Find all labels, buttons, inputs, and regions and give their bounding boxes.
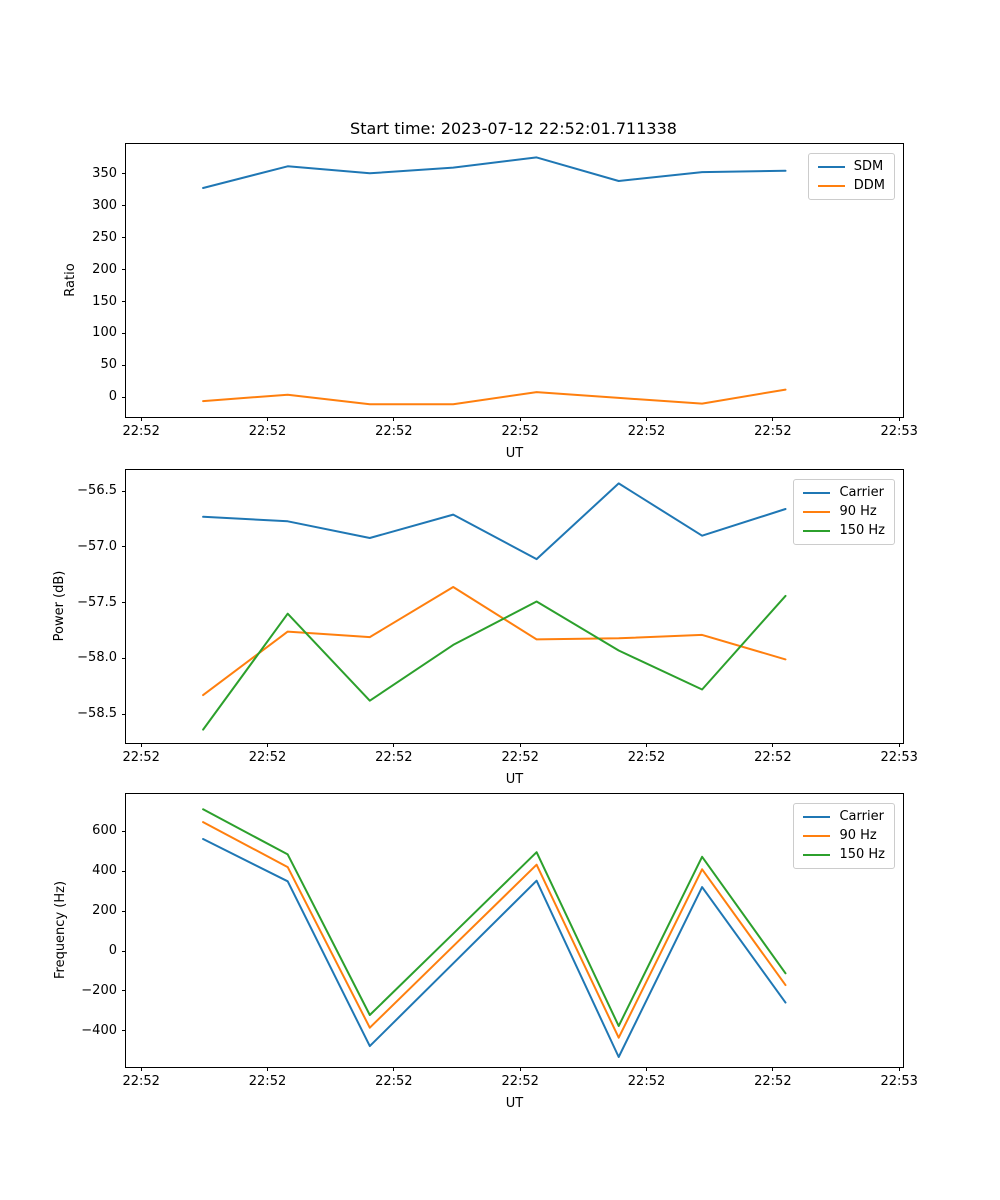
x-tick-mark xyxy=(141,1067,142,1071)
power-axes xyxy=(77,469,918,787)
x-tick-label: 22:52 xyxy=(627,750,666,765)
x-tick-label: 22:52 xyxy=(122,424,160,439)
legend-line-sample xyxy=(803,530,830,532)
x-tick-label: 22:52 xyxy=(754,1074,792,1089)
y-tick-mark xyxy=(122,333,126,334)
x-tick-mark xyxy=(899,417,900,421)
x-tick-label: 22:53 xyxy=(880,750,918,765)
figure-title: Start time: 2023-07-12 22:52:01.711338 xyxy=(350,119,677,138)
y-axis-label: Ratio xyxy=(63,262,78,297)
legend-item xyxy=(818,159,885,175)
y-tick-label: −57.0 xyxy=(77,538,117,554)
x-tick-mark xyxy=(520,1067,521,1071)
series-line-150-hz xyxy=(203,809,785,1026)
legend-item xyxy=(803,809,885,825)
y-tick-mark xyxy=(122,911,126,912)
y-tick-mark xyxy=(122,301,126,302)
x-tick-mark xyxy=(899,743,900,747)
x-tick-label: 22:52 xyxy=(122,1074,160,1089)
series-line-ddm xyxy=(203,390,785,405)
frequency-axes xyxy=(81,793,918,1111)
y-tick-label: 100 xyxy=(92,325,117,341)
x-tick-label: 22:52 xyxy=(627,424,666,439)
frequency-plot-canvas xyxy=(126,794,903,1067)
x-axis-label: UT xyxy=(505,446,524,461)
legend-item-label: DDM xyxy=(853,178,885,193)
legend-item-label: 150 Hz xyxy=(839,847,885,862)
legend xyxy=(808,153,895,200)
x-tick-mark xyxy=(646,1067,647,1071)
legend-line-sample xyxy=(803,816,830,818)
legend-item-label: 90 Hz xyxy=(839,504,877,519)
series-line-carrier xyxy=(203,483,785,559)
x-tick-mark xyxy=(772,1067,773,1071)
x-tick-label: 22:52 xyxy=(501,424,539,439)
y-tick-label: 350 xyxy=(92,165,117,181)
x-tick-mark xyxy=(772,743,773,747)
x-tick-mark xyxy=(267,417,268,421)
y-tick-mark xyxy=(122,1030,126,1031)
legend-item xyxy=(803,828,885,844)
x-tick-mark xyxy=(520,743,521,747)
y-tick-label: −57.5 xyxy=(77,594,117,610)
y-tick-label: −58.0 xyxy=(77,650,117,666)
y-tick-mark xyxy=(122,951,126,952)
y-tick-label: 0 xyxy=(108,943,117,959)
legend-line-sample xyxy=(803,854,830,856)
y-tick-label: 200 xyxy=(92,903,117,919)
y-tick-label: −200 xyxy=(81,982,117,998)
x-tick-mark xyxy=(267,743,268,747)
x-tick-label: 22:52 xyxy=(754,750,792,765)
x-tick-mark xyxy=(393,743,394,747)
x-tick-label: 22:52 xyxy=(248,750,287,765)
legend-line-sample xyxy=(818,185,845,187)
y-tick-label: 600 xyxy=(92,823,117,839)
x-tick-label: 22:52 xyxy=(501,1074,539,1089)
x-tick-mark xyxy=(393,417,394,421)
legend-item xyxy=(803,523,885,539)
series-line-90-hz xyxy=(203,822,785,1038)
legend-item-label: 90 Hz xyxy=(839,828,877,843)
x-tick-label: 22:52 xyxy=(248,424,287,439)
legend-item-label: Carrier xyxy=(839,485,884,500)
x-tick-label: 22:52 xyxy=(754,424,792,439)
legend-line-sample xyxy=(818,166,845,168)
x-axis-label: UT xyxy=(505,1096,524,1111)
x-tick-mark xyxy=(141,743,142,747)
x-tick-mark xyxy=(520,417,521,421)
y-tick-label: 400 xyxy=(92,863,117,879)
ratio-plot-canvas xyxy=(126,144,903,417)
x-tick-mark xyxy=(772,417,773,421)
x-tick-label: 22:52 xyxy=(248,1074,287,1089)
legend-line-sample xyxy=(803,511,830,513)
legend-item xyxy=(803,504,885,520)
y-tick-mark xyxy=(122,365,126,366)
legend-item xyxy=(803,847,885,863)
y-tick-mark xyxy=(122,237,126,238)
y-tick-label: 50 xyxy=(100,357,117,373)
y-tick-mark xyxy=(122,714,126,715)
y-tick-label: 150 xyxy=(92,293,117,309)
legend-item xyxy=(818,178,885,194)
x-tick-mark xyxy=(899,1067,900,1071)
y-tick-label: −400 xyxy=(81,1022,117,1038)
x-tick-label: 22:52 xyxy=(375,1074,413,1089)
legend-line-sample xyxy=(803,492,830,494)
legend-item xyxy=(803,485,885,501)
legend xyxy=(793,803,895,869)
x-tick-mark xyxy=(267,1067,268,1071)
y-tick-mark xyxy=(122,173,126,174)
y-tick-mark xyxy=(122,871,126,872)
y-tick-label: −58.5 xyxy=(77,706,117,722)
y-tick-mark xyxy=(122,831,126,832)
y-tick-label: 0 xyxy=(108,389,117,405)
y-tick-mark xyxy=(122,269,126,270)
ratio-axes xyxy=(92,143,918,461)
x-axis-label: UT xyxy=(505,772,524,787)
x-tick-label: 22:52 xyxy=(627,1074,666,1089)
y-tick-label: 300 xyxy=(92,197,117,213)
y-axis-label: Frequency (Hz) xyxy=(53,880,68,979)
legend-item-label: Carrier xyxy=(839,809,884,824)
y-tick-label: −56.5 xyxy=(77,483,117,499)
series-line-150-hz xyxy=(203,596,785,730)
legend xyxy=(793,479,895,545)
legend-item-label: SDM xyxy=(853,159,884,174)
x-tick-label: 22:53 xyxy=(880,424,918,439)
x-tick-label: 22:52 xyxy=(501,750,539,765)
y-axis-label: Power (dB) xyxy=(52,570,67,641)
y-tick-mark xyxy=(122,546,126,547)
y-tick-mark xyxy=(122,491,126,492)
x-tick-label: 22:52 xyxy=(122,750,160,765)
x-tick-label: 22:52 xyxy=(375,750,413,765)
legend-line-sample xyxy=(803,835,830,837)
power-plot-canvas xyxy=(126,470,903,743)
y-tick-label: 200 xyxy=(92,261,117,277)
series-line-90-hz xyxy=(203,587,785,695)
series-line-sdm xyxy=(203,157,785,188)
y-tick-label: 250 xyxy=(92,229,117,245)
y-tick-mark xyxy=(122,658,126,659)
x-tick-mark xyxy=(393,1067,394,1071)
x-tick-mark xyxy=(646,417,647,421)
legend-item-label: 150 Hz xyxy=(839,523,885,538)
y-tick-mark xyxy=(122,205,126,206)
y-tick-mark xyxy=(122,602,126,603)
y-tick-mark xyxy=(122,990,126,991)
y-tick-mark xyxy=(122,397,126,398)
x-tick-label: 22:52 xyxy=(375,424,413,439)
x-tick-label: 22:53 xyxy=(880,1074,918,1089)
x-tick-mark xyxy=(141,417,142,421)
x-tick-mark xyxy=(646,743,647,747)
